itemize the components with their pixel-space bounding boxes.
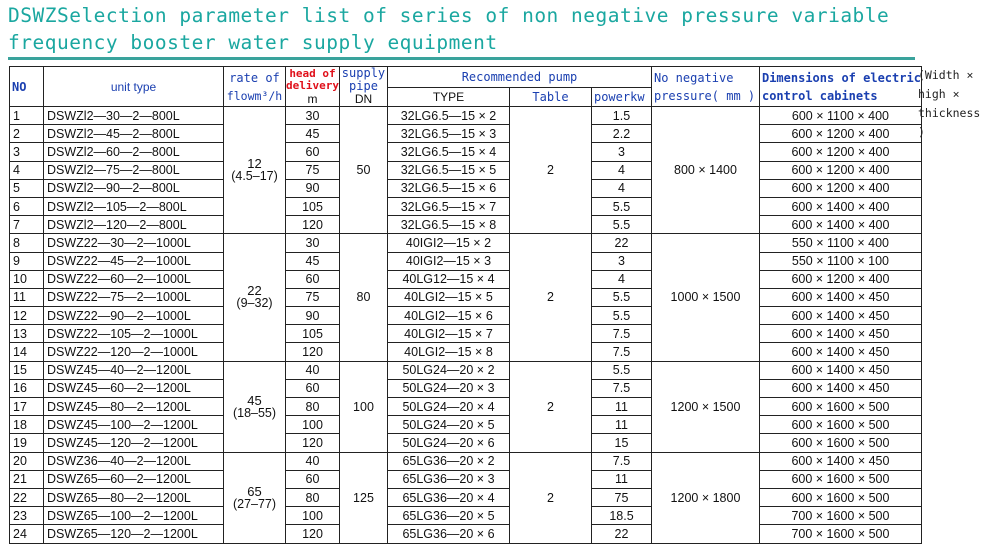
header-dims-line1: Dimensions of electric <box>761 70 921 85</box>
cell-unit-type: DSWZ65—80—2—1200L <box>44 488 224 506</box>
cell-dimensions: 600 × 1400 × 450 <box>759 343 921 361</box>
cell-head: 80 <box>286 398 340 416</box>
cell-power: 1.5 <box>591 107 651 125</box>
cell-dimensions: 600 × 1200 × 400 <box>759 143 921 161</box>
header-pipe <box>339 67 387 107</box>
cell-no: 18 <box>10 416 44 434</box>
cell-unit-type: DSWZ22—120—2—1000L <box>44 343 224 361</box>
cell-unit-type: DSWZ22—60—2—1000L <box>44 270 224 288</box>
table-row <box>10 434 922 452</box>
note-line: (Width × <box>918 68 974 82</box>
cell-unit-type: DSWZl2—30—2—800L <box>44 107 224 125</box>
cell-no: 24 <box>10 525 44 543</box>
cell-power: 4 <box>591 270 651 288</box>
table-row <box>10 161 922 179</box>
header-no: NO <box>10 67 44 107</box>
cell-no: 23 <box>10 507 44 525</box>
cell-power: 5.5 <box>591 361 651 379</box>
table-row <box>10 143 922 161</box>
cell-flow <box>224 361 286 452</box>
cell-dimensions: 600 × 1600 × 500 <box>759 488 921 506</box>
page-title <box>8 2 938 56</box>
table-row <box>10 343 922 361</box>
cell-dimensions: 600 × 1200 × 400 <box>759 270 921 288</box>
table-row <box>10 197 922 215</box>
header-pressure <box>651 67 759 107</box>
cell-head: 90 <box>286 307 340 325</box>
cell-dimensions: 600 × 1600 × 500 <box>759 434 921 452</box>
table-row <box>10 325 922 343</box>
cell-no: 17 <box>10 398 44 416</box>
cell-no: 19 <box>10 434 44 452</box>
header-flow <box>224 67 286 107</box>
cell-power: 3 <box>591 252 651 270</box>
cell-no: 3 <box>10 143 44 161</box>
cell-pump-type: 50LG24—20 × 6 <box>387 434 509 452</box>
cell-pump-type: 50LG24—20 × 3 <box>387 379 509 397</box>
cell-pressure: 1200 × 1800 <box>651 452 759 543</box>
cell-no: 5 <box>10 179 44 197</box>
table-row <box>10 288 922 306</box>
cell-head: 105 <box>286 197 340 215</box>
table-row <box>10 470 922 488</box>
cell-power: 22 <box>591 525 651 543</box>
cell-head: 100 <box>286 416 340 434</box>
cell-dimensions: 600 × 1400 × 400 <box>759 197 921 215</box>
dimensions-note <box>918 66 1000 142</box>
header-head-of: head of <box>289 66 336 80</box>
cell-dimensions: 600 × 1400 × 450 <box>759 379 921 397</box>
cell-head: 30 <box>286 234 340 252</box>
flow-range: (9–32) <box>236 296 273 311</box>
cell-dimensions: 600 × 1200 × 400 <box>759 161 921 179</box>
cell-head: 40 <box>286 452 340 470</box>
cell-unit-type: DSWZ22—75—2—1000L <box>44 288 224 306</box>
cell-unit-type: DSWZl2—105—2—800L <box>44 197 224 215</box>
cell-head: 120 <box>286 343 340 361</box>
cell-unit-type: DSWZ45—120—2—1200L <box>44 434 224 452</box>
cell-power: 7.5 <box>591 325 651 343</box>
cell-dimensions: 600 × 1400 × 450 <box>759 288 921 306</box>
table-row <box>10 107 922 125</box>
cell-unit-type: DSWZ65—100—2—1200L <box>44 507 224 525</box>
cell-head: 120 <box>286 216 340 234</box>
header-table: Table <box>509 88 591 107</box>
cell-pump-type: 40IGI2—15 × 2 <box>387 234 509 252</box>
cell-unit-type: DSWZl2—120—2—800L <box>44 216 224 234</box>
header-pressure-unit: pressure( mm ) <box>653 88 756 103</box>
cell-dimensions: 600 × 1100 × 400 <box>759 107 921 125</box>
cell-pump-type: 32LG6.5—15 × 6 <box>387 179 509 197</box>
cell-no: 7 <box>10 216 44 234</box>
flow-range: (27–77) <box>232 496 277 511</box>
cell-dimensions: 600 × 1400 × 400 <box>759 216 921 234</box>
cell-power: 7.5 <box>591 452 651 470</box>
note-line: thickness <box>918 106 981 120</box>
note-line: ) <box>918 125 925 139</box>
cell-power: 18.5 <box>591 507 651 525</box>
header-rate-of: rate of <box>229 70 280 85</box>
cell-head: 60 <box>286 470 340 488</box>
cell-dimensions: 600 × 1400 × 450 <box>759 307 921 325</box>
cell-no: 1 <box>10 107 44 125</box>
cell-dimensions: 550 × 1100 × 100 <box>759 252 921 270</box>
cell-power: 2.2 <box>591 125 651 143</box>
cell-head: 75 <box>286 288 340 306</box>
cell-flow <box>224 452 286 543</box>
cell-dimensions: 600 × 1600 × 500 <box>759 470 921 488</box>
cell-no: 9 <box>10 252 44 270</box>
header-no-negative: No negative <box>653 70 734 85</box>
cell-power: 4 <box>591 161 651 179</box>
cell-power: 5.5 <box>591 197 651 215</box>
cell-head: 105 <box>286 325 340 343</box>
flow-value: 65 <box>247 483 262 499</box>
cell-unit-type: DSWZ22—30—2—1000L <box>44 234 224 252</box>
cell-flow <box>224 107 286 234</box>
cell-power: 75 <box>591 488 651 506</box>
cell-pipe: 125 <box>339 452 387 543</box>
cell-head: 45 <box>286 125 340 143</box>
header-head <box>286 67 340 107</box>
cell-pump-type: 65LG36—20 × 6 <box>387 525 509 543</box>
cell-power: 3 <box>591 143 651 161</box>
cell-pump-type: 32LG6.5—15 × 3 <box>387 125 509 143</box>
cell-head: 75 <box>286 161 340 179</box>
cell-no: 16 <box>10 379 44 397</box>
cell-no: 6 <box>10 197 44 215</box>
cell-pump-type: 32LG6.5—15 × 2 <box>387 107 509 125</box>
header-supply: supply <box>341 66 386 80</box>
cell-pipe: 100 <box>339 361 387 452</box>
cell-pump-type: 50LG24—20 × 4 <box>387 398 509 416</box>
table-row <box>10 361 922 379</box>
cell-power: 7.5 <box>591 343 651 361</box>
table-row <box>10 488 922 506</box>
cell-no: 22 <box>10 488 44 506</box>
cell-no: 21 <box>10 470 44 488</box>
cell-head: 45 <box>286 252 340 270</box>
cell-no: 11 <box>10 288 44 306</box>
cell-table: 2 <box>509 361 591 452</box>
cell-power: 11 <box>591 470 651 488</box>
table-row <box>10 452 922 470</box>
cell-unit-type: DSWZ22—90—2—1000L <box>44 307 224 325</box>
table-row <box>10 398 922 416</box>
cell-power: 22 <box>591 234 651 252</box>
header-flow-unit: flowm³/h <box>226 88 283 103</box>
cell-dimensions: 600 × 1600 × 500 <box>759 398 921 416</box>
cell-pump-type: 50LG24—20 × 2 <box>387 361 509 379</box>
cell-unit-type: DSWZ65—60—2—1200L <box>44 470 224 488</box>
cell-pump-type: 40LGI2—15 × 7 <box>387 325 509 343</box>
cell-pressure: 1000 × 1500 <box>651 234 759 361</box>
header-unit-type: unit type <box>44 67 224 107</box>
cell-no: 12 <box>10 307 44 325</box>
cell-head: 60 <box>286 143 340 161</box>
cell-pressure: 800 × 1400 <box>651 107 759 234</box>
note-line: high × <box>918 87 960 101</box>
table-row <box>10 179 922 197</box>
header-dims-line2: control cabinets <box>761 88 878 103</box>
flow-value: 45 <box>247 392 262 408</box>
cell-unit-type: DSWZ45—80—2—1200L <box>44 398 224 416</box>
table-row <box>10 252 922 270</box>
cell-head: 90 <box>286 179 340 197</box>
cell-pump-type: 40LG12—15 × 4 <box>387 270 509 288</box>
cell-dimensions: 600 × 1400 × 450 <box>759 452 921 470</box>
cell-no: 10 <box>10 270 44 288</box>
cell-no: 13 <box>10 325 44 343</box>
cell-pump-type: 65LG36—20 × 3 <box>387 470 509 488</box>
cell-pump-type: 65LG36—20 × 4 <box>387 488 509 506</box>
cell-dimensions: 600 × 1600 × 500 <box>759 416 921 434</box>
selection-table <box>9 66 922 544</box>
title-divider <box>8 57 915 60</box>
cell-head: 120 <box>286 434 340 452</box>
cell-no: 15 <box>10 361 44 379</box>
cell-pipe: 50 <box>339 107 387 234</box>
cell-table: 2 <box>509 452 591 543</box>
cell-dimensions: 600 × 1400 × 450 <box>759 361 921 379</box>
flow-value: 12 <box>247 156 262 172</box>
cell-dimensions: 600 × 1400 × 450 <box>759 325 921 343</box>
cell-unit-type: DSWZl2—45—2—800L <box>44 125 224 143</box>
table-row <box>10 307 922 325</box>
table-body <box>10 107 922 544</box>
cell-no: 2 <box>10 125 44 143</box>
table-row <box>10 507 922 525</box>
cell-dimensions: 700 × 1600 × 500 <box>759 525 921 543</box>
cell-pump-type: 32LG6.5—15 × 8 <box>387 216 509 234</box>
header-dn: DN <box>354 92 373 106</box>
table-row <box>10 379 922 397</box>
table-row <box>10 416 922 434</box>
cell-unit-type: DSWZ22—105—2—1000L <box>44 325 224 343</box>
cell-head: 40 <box>286 361 340 379</box>
cell-pressure: 1200 × 1500 <box>651 361 759 452</box>
cell-power: 11 <box>591 416 651 434</box>
table-row <box>10 216 922 234</box>
cell-power: 5.5 <box>591 307 651 325</box>
cell-no: 8 <box>10 234 44 252</box>
cell-unit-type: DSWZ36—40—2—1200L <box>44 452 224 470</box>
header-delivery: delivery <box>286 78 339 92</box>
cell-dimensions: 600 × 1200 × 400 <box>759 179 921 197</box>
table-row <box>10 234 922 252</box>
header-power: powerkw <box>591 88 651 107</box>
cell-head: 100 <box>286 507 340 525</box>
cell-unit-type: DSWZ45—40—2—1200L <box>44 361 224 379</box>
cell-pump-type: 40IGI2—15 × 3 <box>387 252 509 270</box>
cell-unit-type: DSWZ45—60—2—1200L <box>44 379 224 397</box>
table-row <box>10 270 922 288</box>
cell-pump-type: 65LG36—20 × 5 <box>387 507 509 525</box>
cell-no: 20 <box>10 452 44 470</box>
cell-power: 4 <box>591 179 651 197</box>
table-row <box>10 125 922 143</box>
title-line-2: frequency booster water supply equipment <box>8 31 498 54</box>
cell-power: 11 <box>591 398 651 416</box>
cell-table: 2 <box>509 234 591 361</box>
flow-value: 22 <box>247 283 262 299</box>
cell-dimensions: 700 × 1600 × 500 <box>759 507 921 525</box>
cell-table: 2 <box>509 107 591 234</box>
cell-head: 60 <box>286 379 340 397</box>
cell-no: 14 <box>10 343 44 361</box>
cell-power: 5.5 <box>591 216 651 234</box>
cell-pipe: 80 <box>339 234 387 361</box>
cell-pump-type: 40LGI2—15 × 5 <box>387 288 509 306</box>
cell-dimensions: 550 × 1100 × 400 <box>759 234 921 252</box>
cell-head: 30 <box>286 107 340 125</box>
cell-unit-type: DSWZ45—100—2—1200L <box>44 416 224 434</box>
header-pipe-label: pipe <box>349 79 378 93</box>
cell-pump-type: 32LG6.5—15 × 5 <box>387 161 509 179</box>
cell-power: 15 <box>591 434 651 452</box>
cell-pump-type: 40LGI2—15 × 8 <box>387 343 509 361</box>
flow-range: (18–55) <box>232 405 277 420</box>
header-type: TYPE <box>387 88 509 107</box>
cell-unit-type: DSWZl2—90—2—800L <box>44 179 224 197</box>
cell-pump-type: 50LG24—20 × 5 <box>387 416 509 434</box>
cell-head: 120 <box>286 525 340 543</box>
cell-pump-type: 32LG6.5—15 × 4 <box>387 143 509 161</box>
cell-power: 7.5 <box>591 379 651 397</box>
cell-pump-type: 65LG36—20 × 2 <box>387 452 509 470</box>
cell-power: 5.5 <box>591 288 651 306</box>
cell-unit-type: DSWZ65—120—2—1200L <box>44 525 224 543</box>
header-recommended-pump: Recommended pump <box>387 67 651 88</box>
header-dimensions <box>759 67 921 107</box>
cell-dimensions: 600 × 1200 × 400 <box>759 125 921 143</box>
cell-pump-type: 32LG6.5—15 × 7 <box>387 197 509 215</box>
cell-no: 4 <box>10 161 44 179</box>
cell-head: 80 <box>286 488 340 506</box>
table-row <box>10 525 922 543</box>
cell-pump-type: 40LGI2—15 × 6 <box>387 307 509 325</box>
title-line-1: DSWZSelection parameter list of series of non negative pressure variable <box>8 4 890 27</box>
cell-unit-type: DSWZl2—75—2—800L <box>44 161 224 179</box>
flow-range: (4.5–17) <box>231 169 278 184</box>
cell-unit-type: DSWZl2—60—2—800L <box>44 143 224 161</box>
cell-head: 60 <box>286 270 340 288</box>
cell-unit-type: DSWZ22—45—2—1000L <box>44 252 224 270</box>
cell-flow <box>224 234 286 361</box>
header-m: m <box>307 91 318 106</box>
